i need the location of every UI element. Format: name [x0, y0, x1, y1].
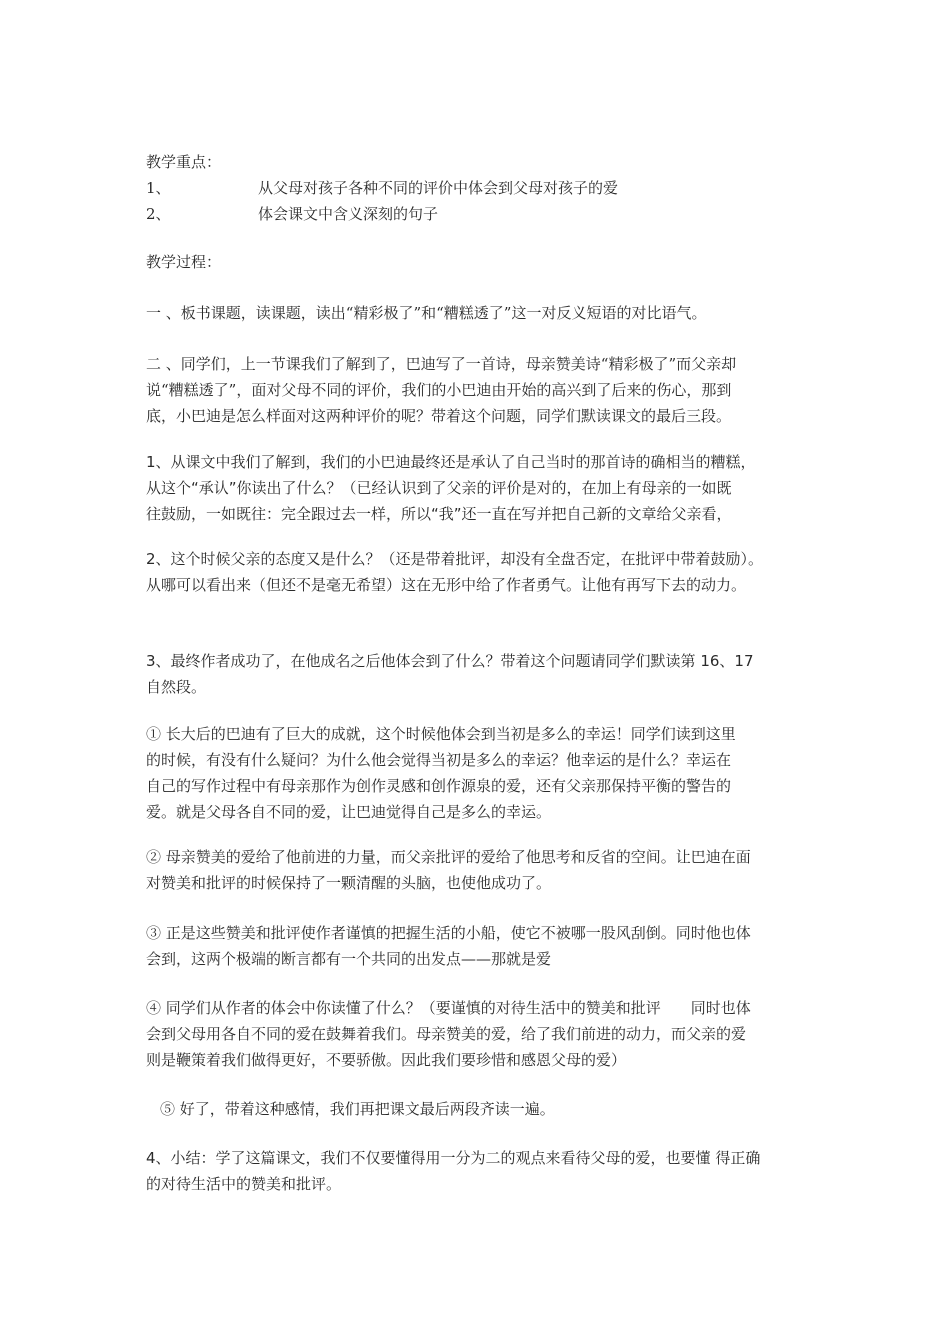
question-2-paragraph — [146, 546, 810, 598]
paragraph-line: 的时候，有没有什么疑问？为什么他会觉得当初是多么的幸运？他幸运的是什么？幸运在 — [146, 751, 732, 769]
paragraph-line: ④ 同学们从作者的体会中你读懂了什么？（要谨慎的对待生活中的赞美和批评 同时也体 — [146, 999, 751, 1017]
step-one-paragraph: 一 、板书课题，读课题，读出“精彩极了”和“糟糕透了”这一对反义短语的对比语气。 — [146, 304, 707, 322]
paragraph-line: 说“糟糕透了”，面对父母不同的评价，我们的小巴迪由开始的高兴到了后来的伤心，那到 — [146, 381, 732, 399]
paragraph-line: 从这个“承认”你读出了什么？（已经认识到了父亲的评价是对的，在加上有母亲的一如既 — [146, 479, 732, 497]
paragraph-line: ③ 正是这些赞美和批评使作者谨慎的把握生活的小船，使它不被哪一股风刮倒。同时他也体 — [146, 924, 751, 942]
paragraph-line: 自己的写作过程中有母亲那作为创作灵感和创作源泉的爱，还有父亲那保持平衡的警告的 — [146, 777, 732, 795]
process-heading: 教学过程： — [146, 253, 222, 271]
step-two-paragraph — [146, 351, 810, 429]
paragraph-line: 往鼓励，一如既往：完全跟过去一样，所以“我”还一直在写并把自己新的文章给父亲看， — [146, 505, 732, 523]
paragraph-line: 1、从课文中我们了解到，我们的小巴迪最终还是承认了自己当时的那首诗的确相当的糟糕， — [146, 453, 756, 471]
paragraph-line: 2、这个时候父亲的态度又是什么？（还是带着批评，却没有全盘否定，在批评中带着鼓励）。 — [146, 550, 764, 568]
paragraph-line: 4、小结：学了这篇课文，我们不仅要懂得用一分为二的观点来看待父母的爱，也要懂 得正确 — [146, 1149, 761, 1167]
paragraph-line: 会到父母用各自不同的爱在鼓舞着我们。母亲赞美的爱，给了我们前进的动力，而父亲的爱 — [146, 1025, 747, 1043]
question-3-paragraph — [146, 648, 810, 700]
key-point-2-text: 体会课文中含义深刻的句子 — [258, 205, 439, 223]
question-1-paragraph — [146, 449, 810, 527]
circled-point-3-paragraph — [146, 920, 810, 972]
paragraph-line: ② 母亲赞美的爱给了他前进的力量，而父亲批评的爱给了他思考和反省的空间。让巴迪在面 — [146, 848, 751, 866]
paragraph-line: 会到，这两个极端的断言都有一个共同的出发点——那就是爱 — [146, 950, 552, 968]
circled-point-2-paragraph — [146, 844, 810, 896]
paragraph-line: 的对待生活中的赞美和批评。 — [146, 1175, 342, 1193]
key-point-2-number: 2、 — [146, 205, 171, 223]
paragraph-line: 二 、同学们，上一节课我们了解到了，巴迪写了一首诗，母亲赞美诗“精彩极了”而父亲却 — [146, 355, 737, 373]
paragraph-line: 自然段。 — [146, 678, 207, 696]
paragraph-line: 爱。就是父母各自不同的爱，让巴迪觉得自己是多么的幸运。 — [146, 803, 552, 821]
key-points-heading: 教学重点： — [146, 153, 222, 171]
circled-point-1-paragraph — [146, 721, 810, 825]
paragraph-line: 从哪可以看出来（但还不是毫无希望）这在无形中给了作者勇气。让他有再写下去的动力。 — [146, 576, 747, 594]
paragraph-line: 则是鞭策着我们做得更好，不要骄傲。因此我们要珍惜和感恩父母的爱） — [146, 1051, 627, 1069]
circled-point-5-paragraph: ⑤ 好了，带着这种感情，我们再把课文最后两段齐读一遍。 — [160, 1100, 555, 1118]
key-point-1-number: 1、 — [146, 179, 171, 197]
paragraph-line: ① 长大后的巴迪有了巨大的成就，这个时候他体会到当初是多么的幸运！同学们读到这里 — [146, 725, 736, 743]
circled-point-4-paragraph — [146, 995, 810, 1073]
summary-paragraph — [146, 1145, 810, 1197]
paragraph-line: 对赞美和批评的时候保持了一颗清醒的头脑，也使他成功了。 — [146, 874, 552, 892]
paragraph-line: 底，小巴迪是怎么样面对这两种评价的呢？带着这个问题，同学们默读课文的最后三段。 — [146, 407, 732, 425]
key-point-1-text: 从父母对孩子各种不同的评价中体会到父母对孩子的爱 — [258, 179, 619, 197]
paragraph-line: 3、最终作者成功了，在他成名之后他体会到了什么？带着这个问题请同学们默读第 16、17 — [146, 652, 754, 670]
